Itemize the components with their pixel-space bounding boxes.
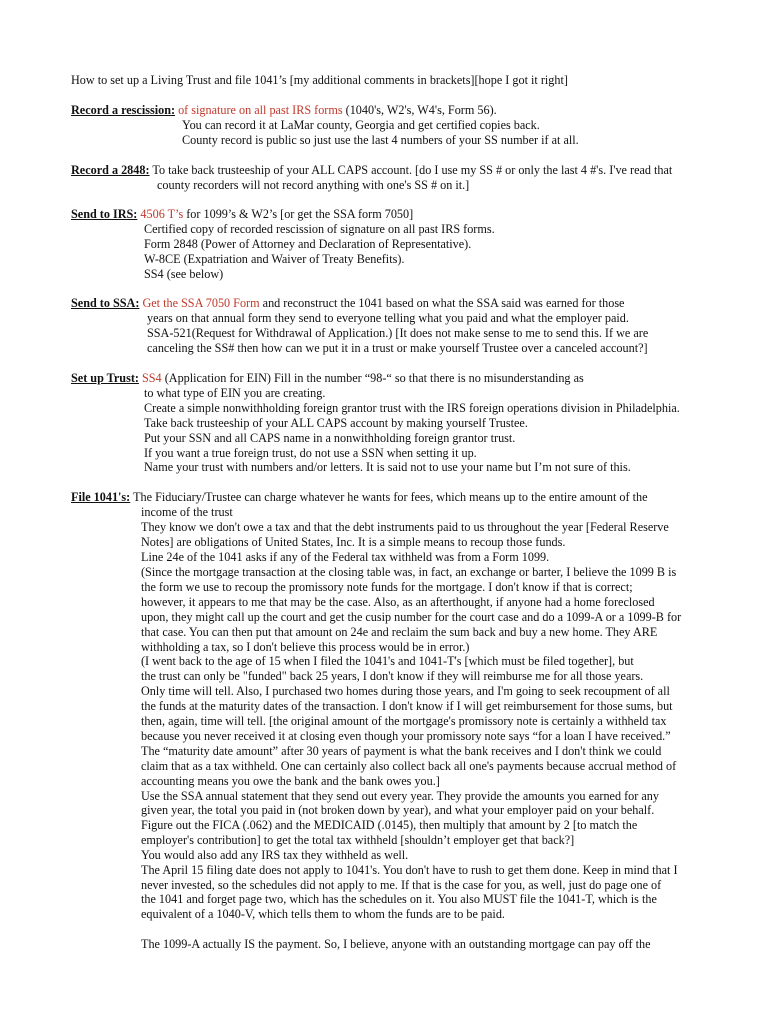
file1041-line-30: The 1099-A actually IS the payment. So, I believe, anyone with an outstanding mortgage can pay off the (141, 937, 651, 951)
irs-text: for 1099’s & W2’s [or get the SSA form 7050] (183, 207, 414, 221)
file1041-line-11: withholding a tax, so I don't believe this process would be in error.) (141, 640, 470, 654)
file1041-line-29: equivalent of a 1040-V, which tells them to whom the funds are to be paid. (141, 907, 505, 921)
trust-text: (Application for EIN) Fill in the number “98-“ so that there is no misunderstanding as (161, 371, 584, 385)
ssa-text: and reconstruct the 1041 based on what the SSA said was earned for those (259, 296, 625, 310)
trust-link[interactable]: SS4 (142, 371, 162, 385)
rescission-line-2: You can record it at LaMar county, Georgia and get certified copies back. (182, 118, 540, 132)
file1041-line-6: (Since the mortgage transaction at the closing table was, in fact, an exchange or barter, I believe the 1099 B is (141, 565, 677, 579)
rescission-link[interactable]: of signature on all past IRS forms (178, 103, 343, 117)
form2848-line-2: county recorders will not record anything with one's SS # on it.] (157, 178, 470, 192)
trust-line-4: Take back trusteeship of your ALL CAPS account by making yourself Trustee. (144, 416, 528, 430)
file1041-line-28: the 1041 and forget page two, which has the schedules on it. You also MUST file the 1041-T, which is the (141, 892, 657, 906)
ssa-heading: Send to SSA: (71, 296, 140, 310)
irs-line-3: Form 2848 (Power of Attorney and Declaration of Representative). (144, 237, 472, 251)
irs-line-4: W-8CE (Expatriation and Waiver of Treaty Benefits). (144, 252, 405, 266)
file1041-line-3: They know we don't owe a tax and that the debt instruments paid to us throughout the year [Federal Reserve (141, 520, 669, 534)
form2848-heading: Record a 2848: (71, 163, 150, 177)
form2848-line-1 (71, 163, 672, 178)
irs-line-5: SS4 (see below) (144, 267, 224, 281)
trust-heading: Set up Trust: (71, 371, 139, 385)
irs-heading: Send to IRS: (71, 207, 138, 221)
file1041-line-24: employer's contribution] to get the total tax withheld [shouldn’t employer get that back?] (141, 833, 575, 847)
irs-line-1 (71, 207, 413, 222)
file1041-line-23: Figure out the FICA (.062) and the MEDICAID (.0145), then multiply that amount by 2 [to match the (141, 818, 638, 832)
file1041-line-2: income of the trust (141, 505, 233, 519)
trust-line-7: Name your trust with numbers and/or letters. It is said not to use your name but I’m not sure of this. (144, 460, 631, 474)
ssa-line-4: canceling the SS# then how can we put it in a trust or make yourself Trustee over a canceled account?] (147, 341, 648, 355)
trust-line-5: Put your SSN and all CAPS name in a nonwithholding foreign grantor trust. (144, 431, 516, 445)
file1041-line-7: the form we use to recoup the promissory note funds for the mortgage. I don't know if that is correct; (141, 580, 633, 594)
file1041-line-4: Notes] are obligations of United States, Inc. It is a simple means to recoup those funds. (141, 535, 566, 549)
form2848-text: To take back trusteeship of your ALL CAPS account. [do I use my SS # or only the last 4 #'s. I've read that (149, 163, 673, 177)
trust-line-2: to what type of EIN you are creating. (144, 386, 326, 400)
document-title: How to set up a Living Trust and file 1041’s [my additional comments in brackets][hope I got it right] (71, 73, 568, 87)
trust-line-1 (71, 371, 584, 386)
file1041-line-10: that case. You can then put that amount on 24e and reclaim the sum back and buy a new home. They ARE (141, 625, 658, 639)
file1041-line-1 (71, 490, 648, 505)
file1041-line-9: upon, they might call up the court and get the cusip number for the court case and do a 1099-A or a 1099-B for (141, 610, 682, 624)
file1041-line-15: the funds at the maturity dates of the transaction. I don't know if I will get reimbursement for those sums, but (141, 699, 673, 713)
file1041-line-22: given year, the total you paid in (not broken down by year), and what your employer paid on your behalf. (141, 803, 655, 817)
trust-line-3: Create a simple nonwithholding foreign grantor trust with the IRS foreign operations division in Philadelphia. (144, 401, 680, 415)
rescission-line-1 (71, 103, 497, 118)
file1041-text: The Fiduciary/Trustee can charge whatever he wants for fees, which means up to the entire amount of the (130, 490, 648, 504)
irs-link[interactable]: 4506 T’s (140, 207, 184, 221)
file1041-line-27: never invested, so the schedules did not apply to me. If that is the case for you, as well, just do page one of (141, 878, 662, 892)
file1041-line-18: The “maturity date amount” after 30 years of payment is what the bank receives and I don't think we could (141, 744, 662, 758)
rescission-heading: Record a rescission: (71, 103, 176, 117)
file1041-line-26: The April 15 filing date does not apply to 1041's. You don't have to rush to get them done. Keep in mind that I (141, 863, 678, 877)
trust-line-6: If you want a true foreign trust, do not use a SSN when setting it up. (144, 446, 477, 460)
ssa-line-3: SSA-521(Request for Withdrawal of Application.) [It does not make sense to me to send this. If we are (147, 326, 649, 340)
file1041-line-17: because you never received it at closing even though your promissory note says “for a loan I have received.” (141, 729, 671, 743)
file1041-line-19: claim that as a tax withheld. One can certainly also collect back all one's payments because accrual method of (141, 759, 677, 773)
file1041-line-20: accounting means you owe the bank and the bank owes you.] (141, 774, 440, 788)
file1041-line-5: Line 24e of the 1041 asks if any of the Federal tax withheld was from a Form 1099. (141, 550, 550, 564)
file1041-line-16: then, again, time will tell. [the original amount of the mortgage's promissory note is certainly a withheld tax (141, 714, 667, 728)
file1041-line-25: You would also add any IRS tax they withheld as well. (141, 848, 409, 862)
file1041-line-8: however, it appears to me that may be the case. Also, as an afterthought, if anyone had a home foreclosed (141, 595, 655, 609)
irs-line-2: Certified copy of recorded rescission of signature on all past IRS forms. (144, 222, 495, 236)
file1041-line-13: the trust can only be "funded" back 25 years, I don't know if they will reimburse me for all those years. (141, 669, 644, 683)
file1041-line-14: Only time will tell. Also, I purchased two homes during those years, and I'm going to seek recoupment of all (141, 684, 670, 698)
file1041-heading: File 1041's: (71, 490, 131, 504)
ssa-line-2: years on that annual form they send to everyone telling what you paid and what the employer paid. (147, 311, 629, 325)
ssa-link[interactable]: Get the SSA 7050 Form (142, 296, 260, 310)
file1041-line-21: Use the SSA annual statement that they send out every year. They provide the amounts you earned for any (141, 789, 659, 803)
file1041-line-12: (I went back to the age of 15 when I filed the 1041's and 1041-T's [which must be filed together], but (141, 654, 634, 668)
ssa-line-1 (71, 296, 624, 311)
rescission-text: (1040's, W2's, W4's, Form 56). (342, 103, 497, 117)
rescission-line-3: County record is public so just use the last 4 numbers of your SS number if at all. (182, 133, 579, 147)
